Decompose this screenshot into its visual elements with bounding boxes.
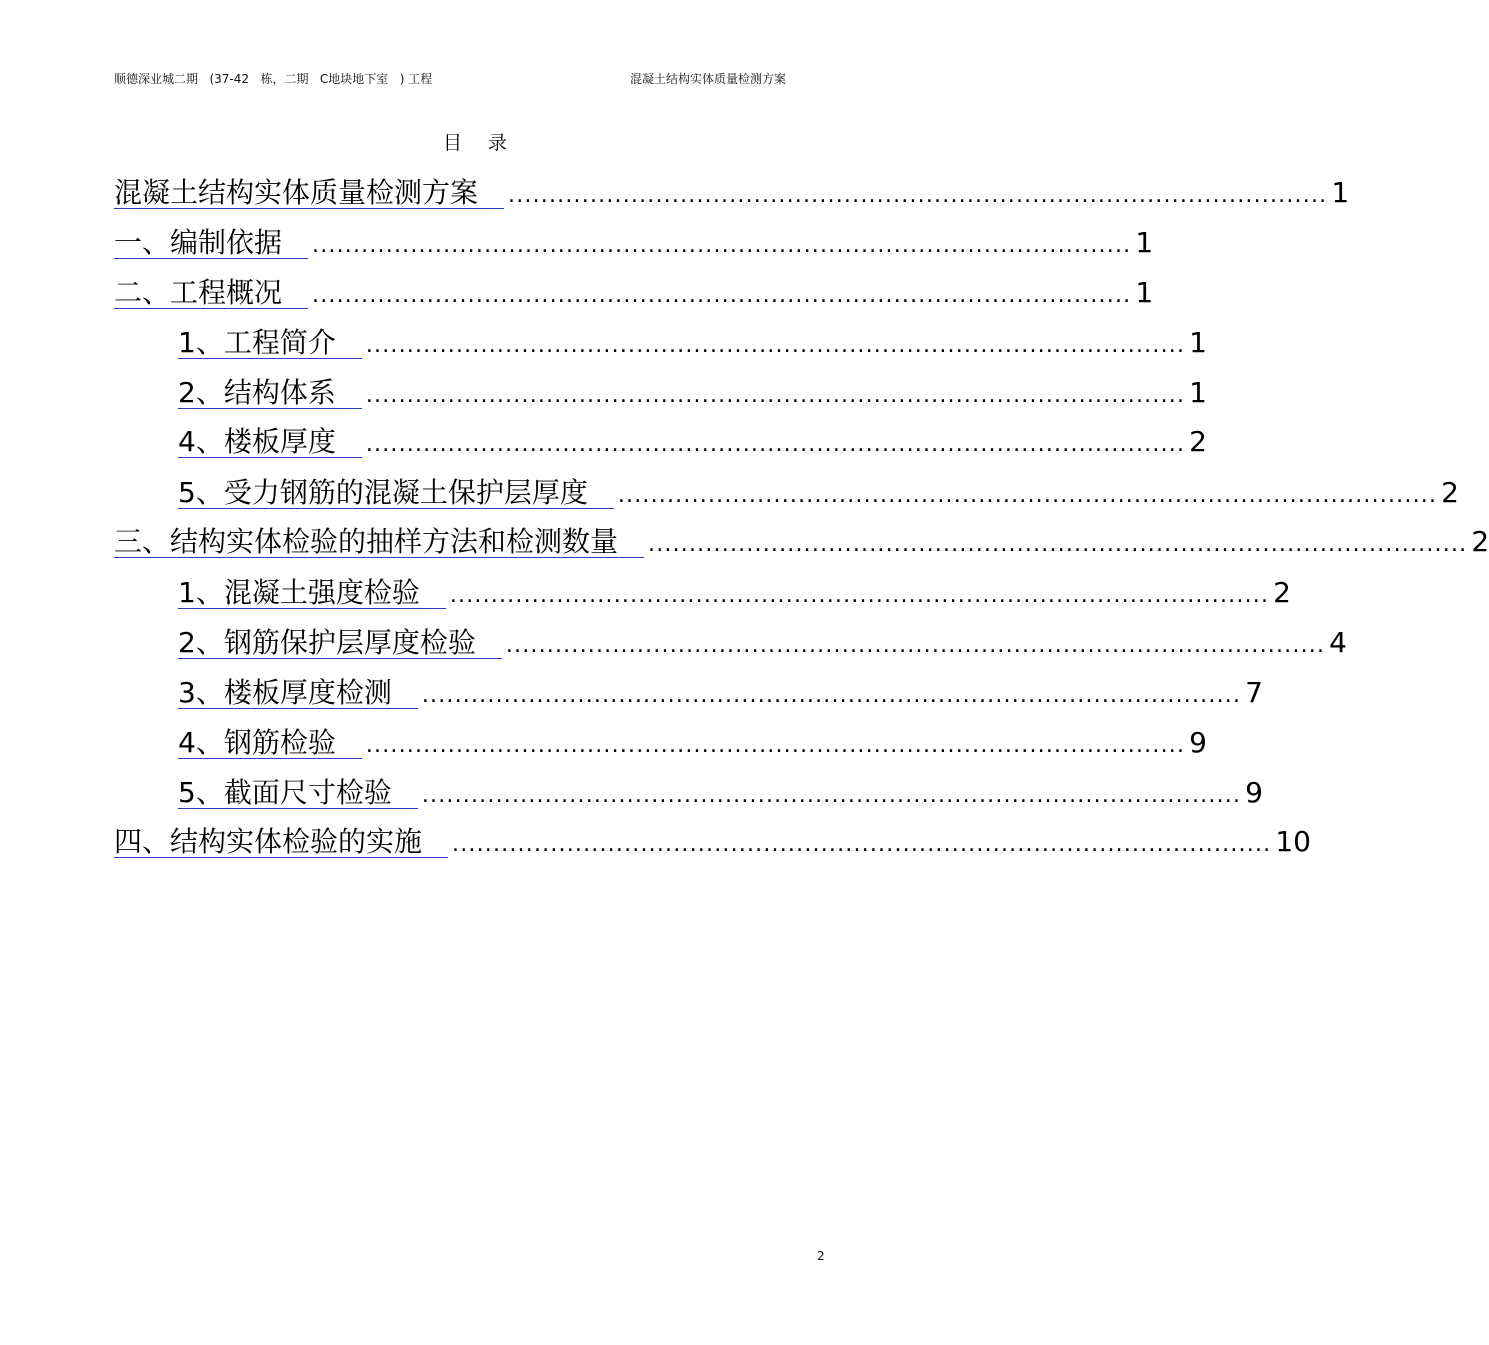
toc-entry-page: 1	[1135, 226, 1154, 259]
toc-entry-page: 1	[1331, 176, 1350, 209]
toc-entry[interactable]	[114, 175, 1350, 211]
toc-entry-page: 2	[1441, 476, 1459, 509]
toc-entry-label[interactable]: 1、混凝土强度检验	[178, 578, 446, 609]
toc-entry-label[interactable]: 4、楼板厚度	[178, 427, 362, 458]
toc-leader: ....................................................................................................	[648, 532, 1468, 557]
toc-title: 目 录	[442, 132, 518, 154]
toc-entry[interactable]	[178, 725, 1207, 761]
toc-entry-page: 9	[1189, 726, 1207, 759]
toc-entry-page: 2	[1273, 576, 1291, 609]
toc-entry-page: 4	[1329, 626, 1347, 659]
toc-leader: ....................................................................................................	[421, 783, 1242, 808]
toc-leader: ....................................................................................................	[421, 683, 1242, 708]
toc-entry[interactable]	[114, 524, 1489, 560]
toc-leader: ....................................................................................................	[449, 583, 1270, 608]
header-document-title: 混凝土结构实体质量检测方案	[630, 72, 787, 86]
toc-entry-label[interactable]: 2、结构体系	[178, 378, 362, 409]
toc-leader: ....................................................................................................	[505, 633, 1326, 658]
toc-leader: ....................................................................................................	[617, 483, 1438, 508]
toc-entry-label[interactable]: 3、楼板厚度检测	[178, 678, 418, 709]
page-number: 2	[817, 1249, 825, 1263]
toc-entry-page: 1	[1135, 276, 1154, 309]
toc-leader: ....................................................................................................	[312, 233, 1132, 258]
toc-entry[interactable]	[178, 575, 1291, 611]
toc-entry-label[interactable]: 二、工程概况	[114, 278, 308, 309]
header-project-name: 顺德深业城二期 (37-42 栋，二期 C地块地下室 ) 工程	[114, 72, 433, 86]
toc-entry-label[interactable]: 混凝土结构实体质量检测方案	[114, 178, 504, 209]
toc-leader: ....................................................................................................	[365, 432, 1186, 457]
toc-entry[interactable]	[178, 675, 1263, 711]
toc-entry-page: 9	[1245, 776, 1263, 809]
toc-leader: ....................................................................................................	[452, 832, 1272, 857]
toc-entry-page: 1	[1189, 326, 1207, 359]
toc-entry[interactable]	[178, 325, 1207, 361]
toc-entry[interactable]	[114, 275, 1154, 311]
toc-entry-label[interactable]: 5、受力钢筋的混凝土保护层厚度	[178, 478, 614, 509]
toc-leader: ....................................................................................................	[365, 733, 1186, 758]
toc-leader: ....................................................................................................	[365, 383, 1186, 408]
toc-entry[interactable]	[178, 775, 1263, 811]
toc-entry-page: 2	[1189, 425, 1207, 458]
toc-entry-label[interactable]: 一、编制依据	[114, 228, 308, 259]
toc-leader: ....................................................................................................	[508, 183, 1328, 208]
toc-entry-label[interactable]: 三、结构实体检验的抽样方法和检测数量	[114, 527, 644, 558]
toc-entry[interactable]	[114, 225, 1154, 261]
toc-entry[interactable]	[178, 424, 1207, 460]
toc-entry-page: 1	[1189, 376, 1207, 409]
toc-entry-label[interactable]: 4、钢筋检验	[178, 728, 362, 759]
toc-entry-page: 10	[1275, 825, 1311, 858]
toc-entry-label[interactable]: 1、工程简介	[178, 328, 362, 359]
toc-entry[interactable]	[114, 824, 1311, 860]
toc-entry[interactable]	[178, 475, 1459, 511]
toc-entry-label[interactable]: 四、结构实体检验的实施	[114, 827, 448, 858]
toc-leader: ....................................................................................................	[365, 333, 1186, 358]
toc-entry-page: 7	[1245, 676, 1263, 709]
toc-entry-label[interactable]: 5、截面尺寸检验	[178, 778, 418, 809]
toc-entry-page: 2	[1471, 525, 1489, 558]
toc-entry-label[interactable]: 2、钢筋保护层厚度检验	[178, 628, 502, 659]
toc-entry[interactable]	[178, 625, 1347, 661]
toc-leader: ....................................................................................................	[312, 283, 1132, 308]
toc-entry[interactable]	[178, 375, 1207, 411]
